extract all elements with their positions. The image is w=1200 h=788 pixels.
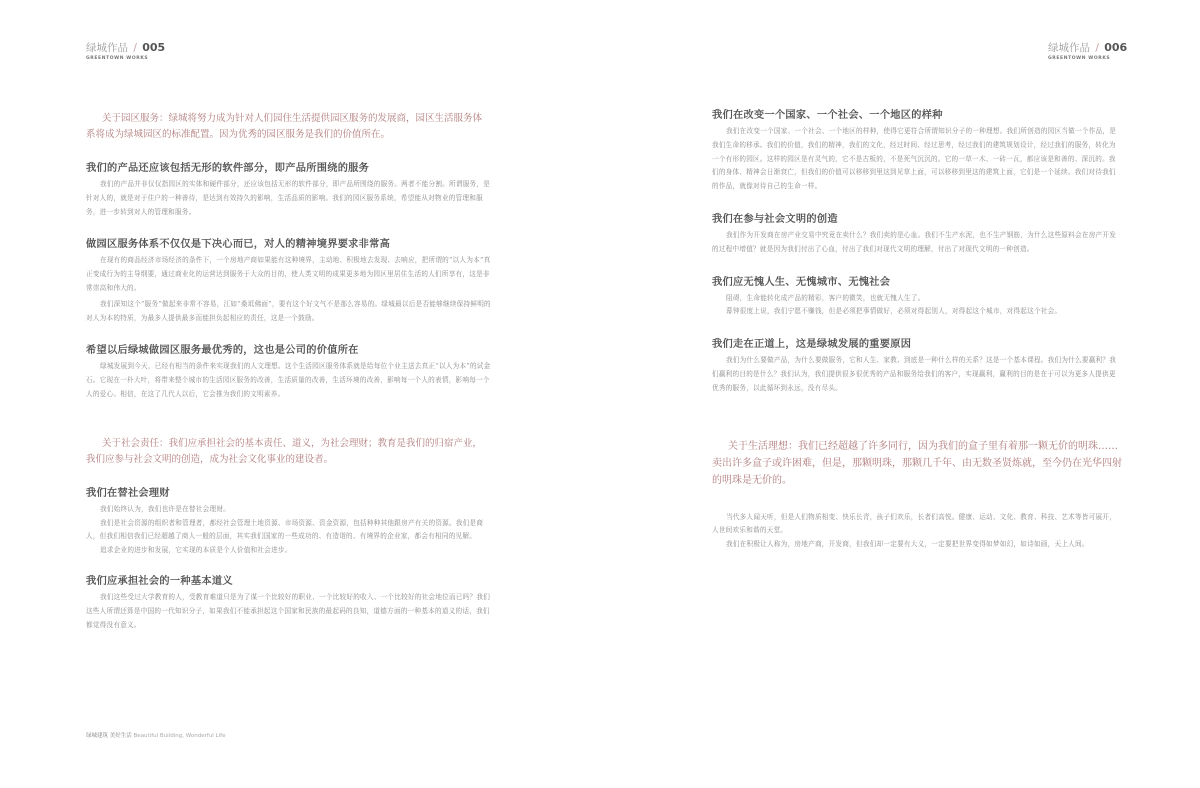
section-paragraph: 阻碍，生命能转化成产品的精彩，客户的微笑，也就无愧人生了。	[726, 293, 925, 302]
section-heading: 我们在参与社会文明的创造	[712, 212, 838, 225]
closing-paragraph: 我们在积极让人称为，房地产商，开发商，但我们却一定要有大义，一定要把世界变得如梦如幻，如诗如画，天上人间。	[726, 540, 1089, 549]
section-heading: 希望以后绿城做园区服务最优秀的，这也是公司的价值所在	[86, 344, 359, 357]
intro-life-ideal: 关于生活理想：我们已经超越了许多同行，因为我们的盒子里有着那一颗无价的明珠……卖出许多盒子或许困难，但是，那颗明珠，那颗几千年、由无数圣贤炼就，至今仍在光华四射的明珠是无价的。	[712, 440, 1122, 486]
section-paragraph: 我们深知这个“服务”做起来非常不容易，江如“桑坻佛面”，要有这个好文气不是那么容易的。绿城最以后是否能够继续保持鲜明的对人为本的特质，为最多人提供最多而能担负起相应的责任，这是一个鼓励。	[86, 299, 491, 322]
right-text-column	[712, 108, 1122, 552]
running-head-sub: GREENTOWN WORKS	[86, 56, 149, 61]
section-heading: 我们在替社会理财	[86, 486, 170, 499]
footer-brand: 绿城建筑	[86, 733, 109, 739]
running-head-title: 绿城作品	[86, 42, 128, 54]
running-head-sub: GREENTOWN WORKS	[1048, 56, 1111, 61]
section-heading: 做园区服务体系不仅仅是下决心而已，对人的精神境界要求非常高	[86, 238, 391, 251]
closing-paragraph: 当代多人闻天听，但是人们物质相变、快乐长青，孩子们欢乐，长者们高悦。健康、运动、文化、教育、科技、艺术等皆可展开，人世间欢乐和谐的天堂。	[712, 512, 1117, 535]
running-head-separator: /	[133, 42, 137, 54]
section-paragraph: 我们的产品并非仅仅指园区的实体和硬件部分，还应该包括无形的软件部分，即产品所围绕的服务。两者不能分割。所谓服务，是针对人的，就是对于住户的一种善待，是达到有效持久的影响，生活品质的影响。我们的园区服务系统，希望能从对物业的管理和服务，进一步转到对人的管理和服务。	[86, 180, 491, 216]
section-paragraph: 在现有的商品经济市场经济的条件下，一个房地产商如果能有这种境界，主动地、积极地去发现、去响应，把所谓的“以人为本”真正变成行为的主导纲要，通过商业化的运营达到服务于大众的目的，使人类文明的成果更多地为园区里居住生活的人们所享有，这是非常崇高和伟大的。	[86, 256, 491, 292]
footer-tagline-cn: 美好生活	[109, 733, 132, 739]
intro-responsibility: 关于社会责任：我们应承担社会的基本责任、道义，为社会理财；教育是我们的归宿产业，我们应参与社会文明的创造，成为社会文化事业的建设者。	[86, 437, 483, 465]
running-head-title: 绿城作品	[1048, 42, 1090, 54]
section-paragraph: 幕钟很度上说，我们宁愿不赚钱，但是必须把事情做好，必须对得起别人，对得起这个城市，对得起这个社会。	[726, 307, 1062, 316]
section-heading: 我们应承担社会的一种基本道义	[86, 574, 233, 587]
section-heading: 我们在改变一个国家、一个社会、一个地区的样种	[712, 109, 943, 121]
intro-services: 关于园区服务：绿城将努力成为针对人们园住生活提供园区服务的发展商，园区生活服务体系将成为绿城园区的标准配置。因为优秀的园区服务是我们的价值所在。	[86, 113, 483, 140]
section-paragraph: 我们作为开发商在房产业交易中究竟在卖什么？我们卖的是心血。我们不生产水泥，也不生产钢筋，为什么这些原料会在房产开发的过程中增值？就是因为我们付出了心血，付出了我们对现代文明的理解，付出了对现代文明的一种创造。	[712, 230, 1117, 253]
section-paragraph: 绿城发展到今天，已经有相当的条件来实现我们的人文理想。这个生活园区服务体系就是给每位个业主送去真正“以人为本”的试金石。它现在一朴大叶，将带来整个城市的生活园区服务的改善，生活质量的改善，生活环境的改善，影响每一个人的表情，影响每一个人的爱心。相信，在这了几代人以后，它会推为我们的文明素养。	[86, 362, 491, 398]
section-paragraph: 我们为什么要做产品，为什么要做服务，它和人生、家教、到底是一种什么样的关系？这是一个基本课程。我们为什么要赢利？我们赢利的目的是什么？我们认为，我们提供很多很优秀的产品和服务给我们的客户，实现赢利，赢利的目的是在于可以为更多人提供更优秀的服务，以此循环到永远，没有尽头。	[712, 356, 1117, 392]
footer-tagline-en: Beautiful Building, Wonderful Life	[133, 733, 226, 739]
section-heading: 我们的产品还应该包括无形的软件部分，即产品所围绕的服务	[86, 162, 370, 174]
section-paragraph: 我们始终认为，我们也许是在替社会理财。	[100, 504, 231, 513]
page-number: 005	[142, 41, 166, 54]
section-paragraph: 我们是社会资源的组织者和管理者，都经社会管理土地资源、市场资源、资金资源，包括种种其他跟房产有关的资源。我们是商人，但我们相信我们已经超越了商人一般的层面，其实我们国家的一些成功的、有造诣的、有境界的企业家，都会有相同的见解。	[86, 518, 484, 541]
running-head-separator: /	[1095, 42, 1099, 54]
running-head	[1048, 40, 1127, 61]
section-paragraph: 追求企业的进步和发展，它实现的本质是个人价值和社会进步。	[100, 546, 292, 555]
section-paragraph: 我们这些受过大学教育的人，受教育难道只是为了谋一个比较好的职业、一个比较好的收入、一个比较好的社会地位而已吗？我们这些人所谓还算是中国的一代知识分子，如果我们不能承担起这个国家和民族的最起码的良知，道德方面的一种基本的道义的话，我们都觉得没有意义。	[86, 592, 491, 629]
footer	[86, 731, 225, 739]
section-heading: 我们应无愧人生、无愧城市、无愧社会	[712, 275, 891, 288]
page-number: 006	[1104, 41, 1128, 54]
section-paragraph: 我们在改变一个国家、一个社会、一个地区的样种，使得它更符合所谓知识分子的一种理想。我们所创造的园区当做一个作品，是我们生命的移承。我们的价值，我们的精神，我们的文化，经过时间、经过思考，经过我们的建筑规划设计，经过我们的服务，转化为一个有形的园区。这样的园区是有灵气的，它不是古板的，不是死气沉沉的。它的一草一木、一砖一瓦，都应该是和善的、深沉的。我们的身体、精神会日渐衰亡，但我们的价值可以移移到里这到见草上面，可以移移到里这的建筑上面，它们是一个延续。我们对待我们的作品，就像对待自己的生命一样。	[712, 127, 1117, 191]
running-head	[86, 40, 165, 61]
left-text-column	[86, 111, 491, 632]
section-heading: 我们走在正道上，这是绿城发展的重要原因	[712, 338, 912, 351]
